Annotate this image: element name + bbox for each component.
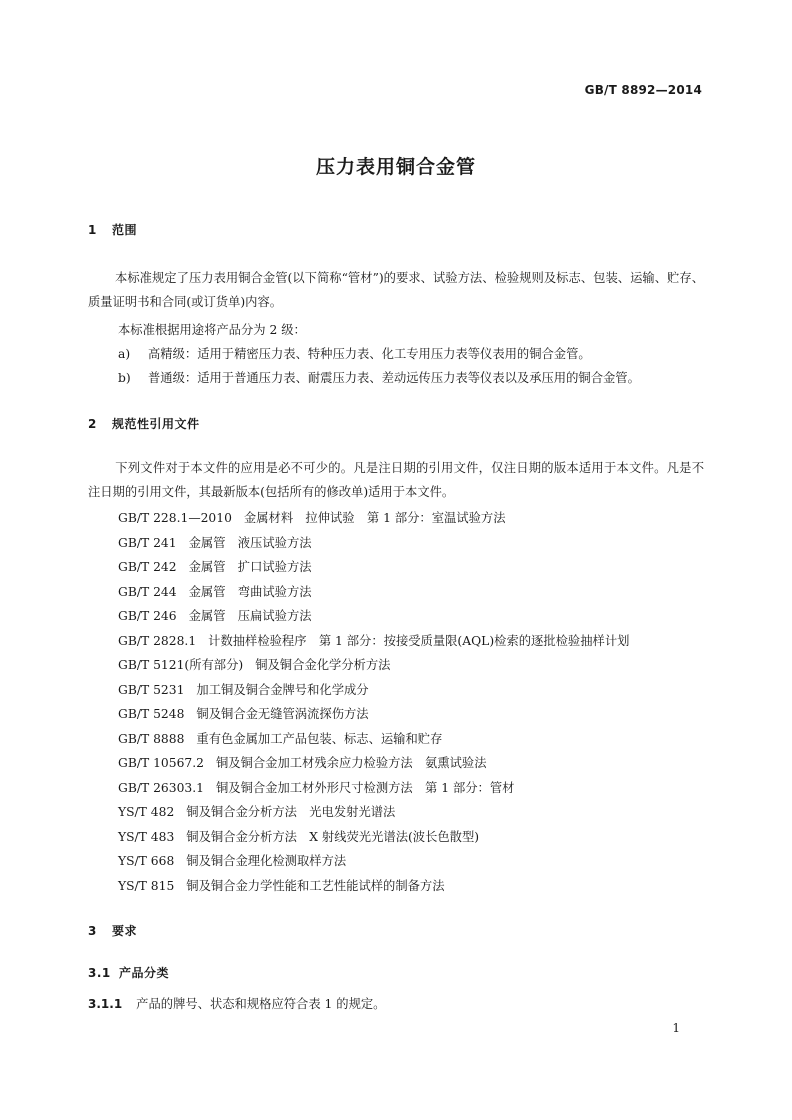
reference-title: 金属管 扩口试验方法	[188, 560, 312, 574]
reference-item	[118, 531, 629, 556]
reference-item	[118, 825, 629, 850]
reference-code: GB/T 8888	[118, 731, 185, 746]
reference-title: 金属管 弯曲试验方法	[188, 584, 312, 599]
paragraph-text: 下列文件对于本文件的应用是必不可少的。凡是注日期的引用文件，仅注日期的版本适用于本文件。凡是不注日期的引用文件，其最新版本(包括所有的修改单)适用于本文件。	[88, 461, 704, 499]
reference-code: GB/T 5231	[118, 682, 185, 697]
reference-code: GB/T 5121(所有部分)	[118, 658, 244, 672]
reference-item	[118, 800, 629, 825]
section-title: 要求	[112, 924, 138, 938]
reference-title: 铜及铜合金力学性能和工艺性能试样的制备方法	[186, 878, 445, 893]
reference-code: YS/T 815	[118, 878, 175, 893]
clause-number: 3.1.1	[88, 997, 123, 1011]
item-text: 高精级：适用于精密压力表、特种压力表、化工专用压力表等仪表用的铜合金管。	[148, 347, 591, 361]
reference-title: 铜及铜合金分析方法 X 射线荧光光谱法(波长色散型)	[186, 829, 480, 844]
reference-item	[118, 629, 629, 654]
section-1-item-a	[118, 344, 591, 362]
reference-item	[118, 727, 629, 752]
section-2-paragraph-1	[88, 456, 704, 504]
clause-text: 产品的牌号、状态和规格应符合表 1 的规定。	[136, 997, 386, 1011]
reference-item	[118, 751, 629, 776]
reference-item	[118, 653, 629, 678]
reference-code: YS/T 483	[118, 829, 175, 844]
reference-title: 金属材料 拉伸试验 第 1 部分：室温试验方法	[243, 511, 506, 525]
reference-title: 铜及铜合金加工材外形尺寸检测方法 第 1 部分：管材	[215, 780, 515, 795]
reference-title: 铜及铜合金分析方法 光电发射光谱法	[186, 805, 396, 819]
section-2-heading	[88, 415, 200, 432]
section-1-paragraph-1	[88, 266, 704, 314]
section-1-heading	[88, 221, 137, 238]
reference-item	[118, 678, 629, 703]
reference-title: 铜及铜合金化学分析方法	[255, 658, 391, 672]
reference-code: GB/T 228.1—2010	[118, 511, 232, 525]
reference-item	[118, 604, 629, 629]
section-number: 2	[88, 417, 97, 431]
subsection-number: 3.1	[88, 966, 111, 980]
document-title: 压力表用铜合金管	[315, 156, 476, 178]
reference-title: 计数抽样检验程序 第 1 部分：按接受质量限(AQL)检索的逐批检验抽样计划	[208, 633, 630, 648]
reference-title: 铜及铜合金加工材残余应力检验方法 氨熏试验法	[215, 756, 487, 770]
subsection-3-1-heading	[88, 964, 169, 981]
reference-item	[118, 555, 629, 580]
reference-code: GB/T 5248	[118, 707, 185, 721]
reference-title: 金属管 液压试验方法	[188, 535, 312, 550]
reference-code: YS/T 668	[118, 854, 175, 868]
reference-title: 铜及铜合金无缝管涡流探伤方法	[196, 707, 369, 721]
reference-code: GB/T 242	[118, 560, 177, 574]
reference-title: 金属管 压扁试验方法	[188, 609, 312, 623]
section-1-item-b	[118, 368, 640, 386]
reference-title: 铜及铜合金理化检测取样方法	[186, 854, 347, 868]
item-label: a)	[118, 347, 131, 361]
normative-references-list	[118, 506, 629, 898]
subsection-title: 产品分类	[119, 966, 170, 980]
reference-code: YS/T 482	[118, 805, 175, 819]
reference-code: GB/T 241	[118, 535, 177, 550]
section-number: 1	[88, 223, 97, 237]
item-text: 普通级：适用于普通压力表、耐震压力表、差动远传压力表等仪表以及承压用的铜合金管。	[148, 371, 640, 385]
section-1-paragraph-2: 本标准根据用途将产品分为 2 级：	[118, 323, 306, 337]
item-label: b)	[118, 371, 131, 385]
section-title: 范围	[112, 223, 138, 237]
reference-code: GB/T 26303.1	[118, 780, 204, 795]
reference-item	[118, 874, 629, 899]
reference-item	[118, 702, 629, 727]
reference-item	[118, 776, 629, 801]
reference-code: GB/T 244	[118, 584, 177, 599]
section-number: 3	[88, 924, 97, 938]
reference-title: 重有色金属加工产品包装、标志、运输和贮存	[196, 731, 443, 746]
page-number: 1	[672, 1021, 680, 1035]
reference-code: GB/T 10567.2	[118, 756, 204, 770]
section-3-heading	[88, 922, 137, 939]
section-title: 规范性引用文件	[112, 417, 200, 431]
clause-3-1-1	[88, 994, 385, 1012]
reference-title: 加工铜及铜合金牌号和化学成分	[196, 682, 369, 697]
standard-code: GB/T 8892—2014	[584, 83, 702, 97]
reference-code: GB/T 2828.1	[118, 633, 197, 648]
reference-code: GB/T 246	[118, 609, 177, 623]
paragraph-text: 本标准规定了压力表用铜合金管(以下简称“管材”)的要求、试验方法、检验规则及标志、包装、运输、贮存、质量证明书和合同(或订货单)内容。	[88, 271, 704, 309]
reference-item	[118, 580, 629, 605]
reference-item	[118, 849, 629, 874]
reference-item	[118, 506, 629, 531]
